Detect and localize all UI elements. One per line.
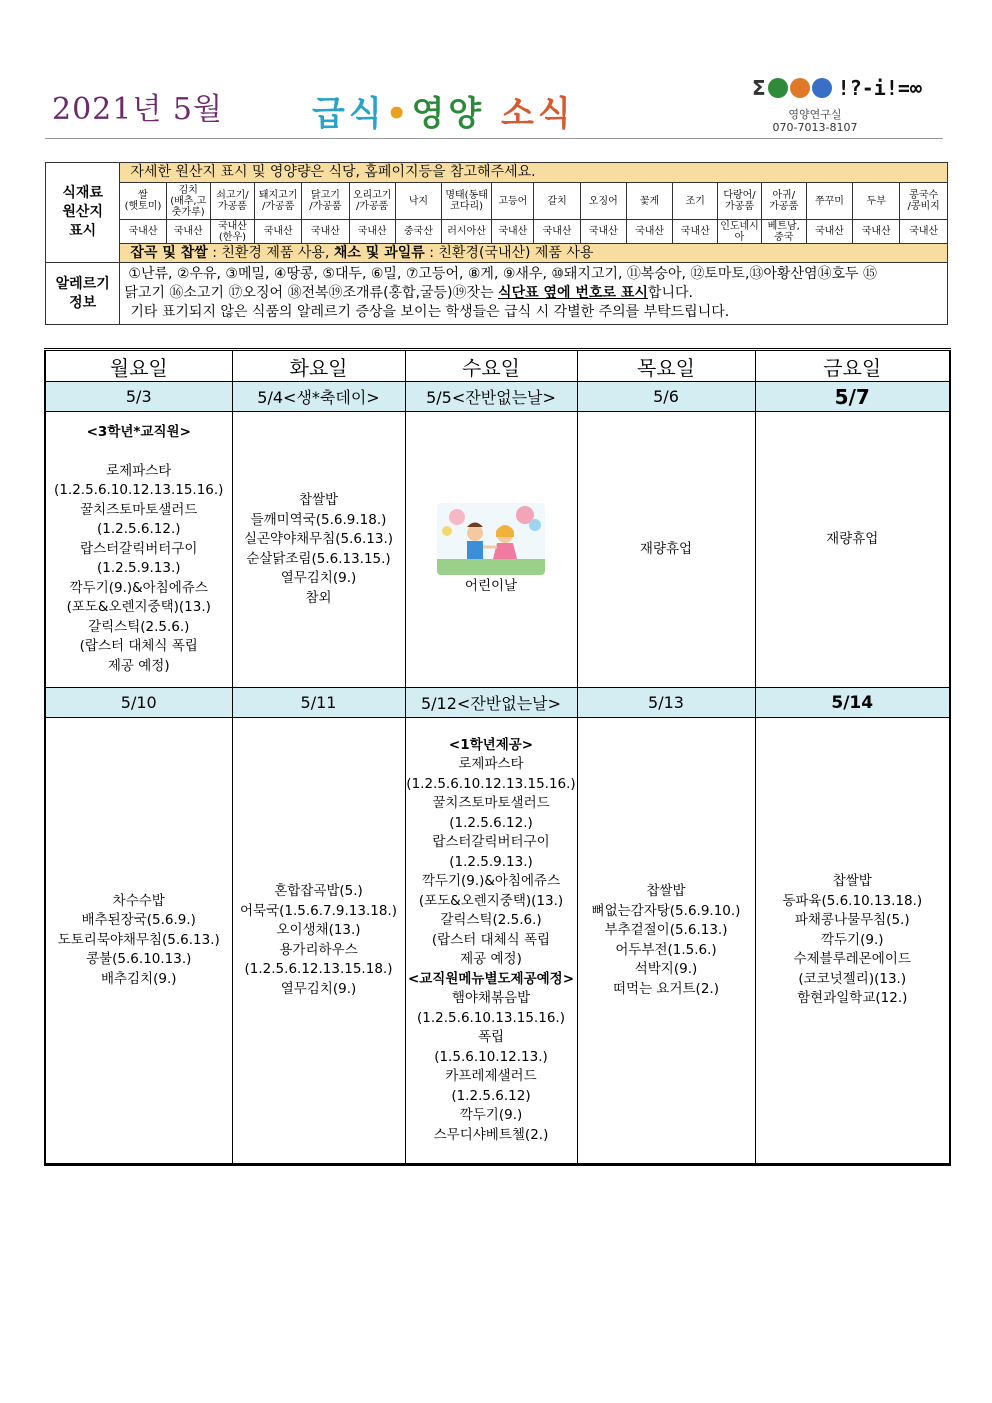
menu-item: 카프레제샐러드 xyxy=(445,1068,537,1085)
weekday-header: 화요일 xyxy=(232,350,405,382)
origin-item: 콩국수 /콩비지 xyxy=(900,183,948,220)
eco-notice-grain-text: : 친환경 제품 사용, xyxy=(207,244,334,261)
menu-item: (1.2.5.6.12.) xyxy=(96,521,181,538)
school-logo xyxy=(752,74,922,102)
origin-country: 국내산 xyxy=(900,220,948,244)
origin-country: 국내산 xyxy=(492,220,534,244)
weekday-header: 수요일 xyxy=(405,350,577,382)
origin-item: 낙지 xyxy=(395,183,441,220)
menu-item: 꿀치즈토마토샐러드 xyxy=(432,795,550,812)
title-part-2: 영양 xyxy=(411,94,486,134)
date-cell: 5/7 xyxy=(755,382,950,412)
sigma-icon: Σ xyxy=(752,76,766,100)
newsletter-date: 2021년 5월 xyxy=(52,92,223,127)
title-part-3: 소식 xyxy=(500,94,575,134)
menu-item: (1.2.5.9.13.) xyxy=(96,560,181,577)
menu-item: 로제파스타 xyxy=(458,756,524,773)
date-cell: 5/10 xyxy=(45,688,232,718)
origin-country: 인도네시 아 xyxy=(718,220,761,244)
menu-item: 어두부전(1.5.6.) xyxy=(615,941,717,958)
menu-item: (코코넛젤리)(13.) xyxy=(798,970,907,987)
menu-item: 찹쌀밥 xyxy=(646,883,686,899)
menu-item: 파채콩나물무침(5.) xyxy=(794,912,910,929)
menu-cell-0513 xyxy=(577,718,755,1165)
origin-country: 국내산 xyxy=(580,220,626,244)
origin-country: 국내산 xyxy=(349,220,395,244)
menu-item: (1.2.5.6.12) xyxy=(451,1087,531,1104)
week2-dates-row xyxy=(45,688,950,718)
date-cell: 5/3 xyxy=(45,382,232,412)
origin-item: 두부 xyxy=(853,183,900,220)
title-dot: • xyxy=(385,94,412,134)
menu-item: (1.2.5.6.12.13.15.18.) xyxy=(244,961,393,977)
header-divider xyxy=(45,138,943,139)
eco-notice-veg-text: : 친환경(국내산) 제품 사용 xyxy=(424,244,594,261)
date-cell: 5/14 xyxy=(755,688,950,718)
menu-item: 배추김치(9.) xyxy=(100,970,177,987)
menu-item: (1.2.5.6.10.13.15.16.) xyxy=(417,1009,565,1026)
allergy-info xyxy=(120,263,948,325)
menu-item: (1.5.6.10.12.13.) xyxy=(434,1048,548,1065)
menu-item: 참외 xyxy=(305,589,332,606)
origin-country: 국내산 xyxy=(673,220,718,244)
menu-cell-0512 xyxy=(405,718,577,1165)
menu-item: 혼합잡곡밥(5.) xyxy=(274,883,363,899)
origin-item: 조기 xyxy=(673,183,718,220)
origin-country: 국내산 xyxy=(626,220,672,244)
menu-item: 스무디샤베트첼(2.) xyxy=(433,1126,549,1143)
origin-country: 베트남, 중국 xyxy=(761,220,806,244)
origin-item: 다랑어/ 가공품 xyxy=(718,183,761,220)
origin-item: 쇠고기/ 가공품 xyxy=(210,183,254,220)
origin-items-row xyxy=(46,183,948,220)
menu-item: 폭립 xyxy=(477,1029,505,1046)
menu-item: <1학년제공> xyxy=(448,736,534,753)
holiday-label: 어린이날 xyxy=(464,577,518,594)
newsletter-title xyxy=(312,86,575,135)
menu-item: 로제파스타 xyxy=(106,462,172,479)
origin-country: 중국산 xyxy=(395,220,441,244)
origin-country: 러시아산 xyxy=(442,220,492,244)
origin-item: 쌀 (햇토미) xyxy=(120,183,166,220)
menu-item: 깍두기(9.)&아침에쥬스 xyxy=(421,873,561,890)
menu-item: 찹쌀밥 xyxy=(298,492,339,508)
menu-cell-0511 xyxy=(232,718,405,1165)
date-cell: 5/6 xyxy=(577,382,755,412)
menu-cell-0514 xyxy=(755,718,950,1165)
origin-item: 김치 (배추,고 춧가루) xyxy=(166,183,210,220)
date-cell: 5/5<잔반없는날> xyxy=(405,382,577,412)
origin-item: 아귀/ 가공품 xyxy=(761,183,806,220)
origin-notice: 자세한 원산지 표시 및 영양량은 식당, 홈페이지등을 참고해주세요. xyxy=(120,163,948,183)
menu-item: 열무김치(9.) xyxy=(280,570,357,586)
menu-item: (1.2.5.6.12.) xyxy=(449,814,533,831)
allergy-emphasis: 식단표 옆에 번호로 표시 xyxy=(498,285,648,301)
menu-item: 순살닭조림(5.6.13.15.) xyxy=(246,550,391,567)
origin-item: 오징어 xyxy=(580,183,626,220)
menu-item: 용가리하우스 xyxy=(279,941,358,958)
menu-item: 깍두기(9.) xyxy=(820,931,884,948)
menu-item: 떠먹는 요거트(2.) xyxy=(613,980,719,997)
menu-item: 오이생채(13.) xyxy=(276,922,361,938)
menu-item: 갈릭스틱(2.5.6.) xyxy=(88,618,190,635)
origin-item: 갈치 xyxy=(534,183,580,220)
weekday-header: 금요일 xyxy=(755,350,950,382)
allergy-label: 알레르기 정보 xyxy=(46,263,120,325)
menu-item: (랍스터 대체식 폭립 xyxy=(79,638,198,655)
date-cell: 5/12<잔반없는날> xyxy=(405,688,577,718)
allergy-line-1: ①난류, ②우유, ③메밀, ④땅콩, ⑤대두, ⑥밀, ⑦고등어, ⑧게, ⑨새우, ⑩돼지고기, ⑪복숭아, ⑫토마토,⑬아황산염⑭호두 ⑮ xyxy=(128,266,877,282)
menu-cell-0505 xyxy=(405,412,577,688)
week2-menu-row xyxy=(45,718,950,1165)
menu-item: 제공 예정) xyxy=(107,657,170,674)
menu-item: 뼈없는감자탕(5.6.9.10.) xyxy=(591,902,741,919)
eco-notice-veg: 채소 및 과일류 xyxy=(333,244,425,261)
origin-item: 꽃게 xyxy=(626,183,672,220)
lab-name: 영양연구실 xyxy=(788,108,842,121)
menu-item: 들깨미역국(5.6.9.18.) xyxy=(250,511,387,528)
menu-item: 랍스터갈릭버터구이 xyxy=(432,834,550,851)
menu-item: 햄야채볶음밥 xyxy=(451,990,531,1007)
origin-item: 쭈꾸미 xyxy=(806,183,852,220)
menu-item: (포도&오렌지중택)(13.) xyxy=(418,892,564,909)
menu-cell-0503 xyxy=(45,412,232,688)
date-cell: 5/13 xyxy=(577,688,755,718)
menu-table xyxy=(44,348,951,1166)
week1-dates-row xyxy=(45,382,950,412)
menu-cell-0510 xyxy=(45,718,232,1165)
lab-phone: 070-7013-8107 xyxy=(772,121,858,134)
logo-text: !?-i!=∞ xyxy=(837,76,922,100)
menu-item: 함현과일학교(12.) xyxy=(797,990,908,1007)
origin-country: 국내산 xyxy=(120,220,166,244)
origin-item: 오리고기 /가공품 xyxy=(349,183,395,220)
menu-cell-0504 xyxy=(232,412,405,688)
menu-item: 제공 예정) xyxy=(460,951,522,968)
origin-allergy-table xyxy=(45,162,948,325)
eco-notice xyxy=(120,244,948,263)
origin-country: 국내산 xyxy=(166,220,210,244)
menu-item: 열무김치(9.) xyxy=(280,980,357,997)
menu-item: 석박지(9.) xyxy=(634,961,698,977)
lab-info xyxy=(760,108,870,134)
face-orange-icon xyxy=(790,78,810,98)
menu-item xyxy=(46,442,232,462)
menu-item: 부추겉절이(5.6.13.) xyxy=(604,922,728,938)
origin-item: 명태(동태 코다리) xyxy=(442,183,492,220)
week1-menu-row xyxy=(45,412,950,688)
menu-item: 랍스터갈릭버터구이 xyxy=(80,540,198,557)
menu-item: 꿀치즈토마토샐러드 xyxy=(80,501,198,518)
allergy-line-2: 닭고기 ⑯소고기 ⑰오징어 ⑱전복⑲조개류(홍합,굴등)⑲잣는 식단표 옆에 번호로 표시합니다. xyxy=(124,285,693,301)
menu-item: <3학년*교직원> xyxy=(86,423,191,440)
face-green-icon xyxy=(768,78,788,98)
menu-item: 콩불(5.6.10.13.) xyxy=(86,951,192,968)
origin-country: 국내산 xyxy=(534,220,580,244)
origin-label: 식재료 원산지 표시 xyxy=(46,163,120,263)
menu-item: 차수수밥 xyxy=(112,892,165,909)
menu-item: 동파육(5.6.10.13.18.) xyxy=(782,892,923,909)
menu-item: 도토리묵야채무침(5.6.13.) xyxy=(57,931,220,948)
menu-cell-0507: 재량휴업 xyxy=(755,412,950,688)
childrens-day-illustration xyxy=(437,503,545,575)
face-blue-icon xyxy=(812,78,832,98)
menu-item: <교직원메뉴별도제공예정> xyxy=(407,970,575,987)
menu-item: (1.2.5.6.10.12.13.15.16.) xyxy=(54,482,224,499)
weekday-header: 목요일 xyxy=(577,350,755,382)
menu-item: 배추된장국(5.6.9.) xyxy=(81,912,196,929)
origin-country: 국내산 xyxy=(806,220,852,244)
date-cell: 5/11 xyxy=(232,688,405,718)
weekday-header-row xyxy=(45,350,950,382)
menu-item: (1.2.5.6.10.12.13.15.16.) xyxy=(406,775,576,792)
origin-country: 국내산 xyxy=(302,220,349,244)
menu-item: (1.2.5.9.13.) xyxy=(449,853,533,870)
origin-countries-row xyxy=(46,220,948,244)
origin-country: 국내산 xyxy=(853,220,900,244)
origin-item: 고등어 xyxy=(492,183,534,220)
menu-item: 갈릭스틱(2.5.6.) xyxy=(440,912,542,929)
origin-item: 돼지고기 /가공품 xyxy=(255,183,302,220)
menu-item: 깍두기(9.) xyxy=(459,1107,523,1124)
weekday-header: 월요일 xyxy=(45,350,232,382)
allergy-line-3: 기타 표기되지 않은 식품의 알레르기 증상을 보이는 학생들은 급식 시 각별한 주의를 부탁드립니다. xyxy=(130,304,730,320)
menu-item: 찹쌀밥 xyxy=(832,873,872,890)
menu-cell-0506: 재량휴업 xyxy=(577,412,755,688)
menu-item: (랍스터 대체식 폭립 xyxy=(431,931,551,948)
origin-country: 국내산 xyxy=(255,220,302,244)
menu-item: 수제블루레몬에이드 xyxy=(793,951,911,968)
menu-item: 실곤약야채무침(5.6.13.) xyxy=(243,531,394,547)
menu-item: 깍두기(9.)&아침에쥬스 xyxy=(69,579,208,596)
date-cell: 5/4<생*축데이> xyxy=(232,382,405,412)
title-part-1: 급식 xyxy=(312,94,386,134)
menu-item: 어묵국(1.5.6.7.9.13.18.) xyxy=(240,902,397,919)
menu-item: (포도&오렌지중택)(13.) xyxy=(66,599,211,616)
origin-item: 닭고기 /가공품 xyxy=(302,183,349,220)
eco-notice-grain: 잡곡 및 찹쌀 xyxy=(130,244,208,261)
origin-country: 국내산 (한우) xyxy=(210,220,254,244)
